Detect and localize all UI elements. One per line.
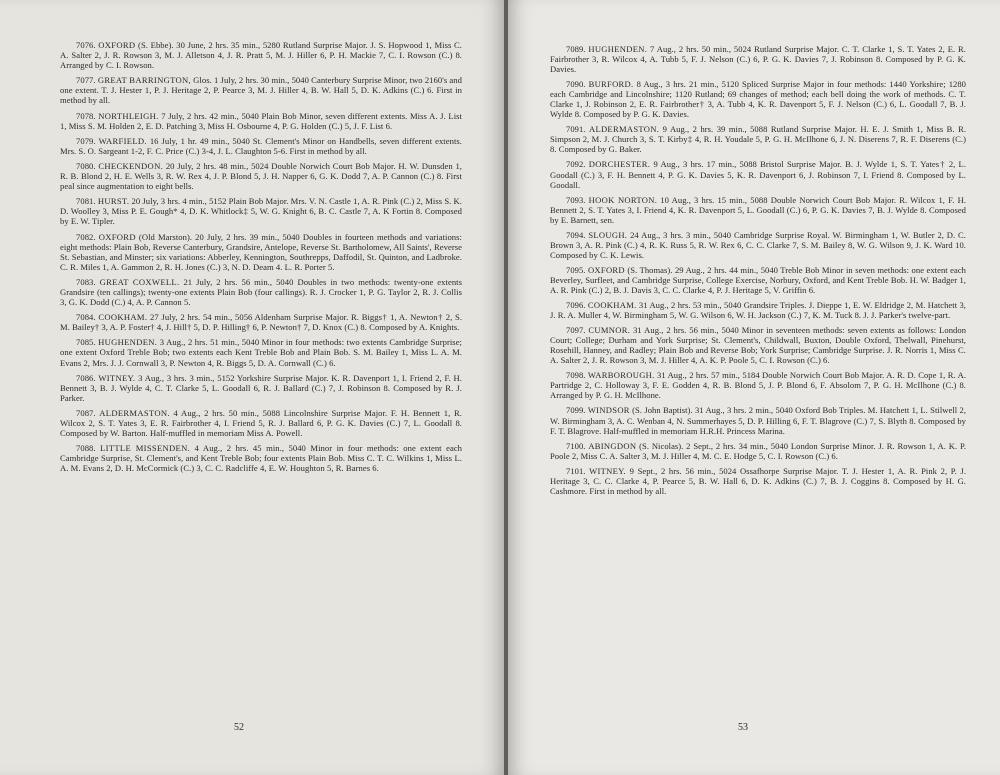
peal-entry-7082: 7082. OXFORD (Old Marston). 20 July, 2 hrs. 39 min., 5040 Doubles in fourteen methods and variations: eight methods: Plain Bob, Reverse Canterbury, Grandsire, Antelope, Reverse St. Bartholomew, All Saints', Reverse St. Sebastian, and Minster; six variations: Abberley, Kennington, Southrepps, Daffodil, St. Quinton, and Ladbroke. C. R. Miles 1, A. Gammon 2, R. H. Jones (C.) 3, N. D. Deam 4. L. R. Porter 5. (60, 231, 462, 272)
peal-entry-7094: 7094. SLOUGH. 24 Aug., 3 hrs. 3 min., 5040 Cambridge Surprise Royal. W. Birmingham 1, W. Butler 2, D. C. Brown 3, A. R. Pink (C.) 4, R. K. Russ 5, R. W. Rex 6, C. C. Clarke 7, S. M. Bailey 8, W. G. Wilson 9, J. K. Ward 10. Composed by C. K. Lewis. (550, 229, 966, 260)
right-page (508, 0, 1000, 775)
peal-entry-7101: 7101. WITNEY. 9 Sept., 2 hrs. 56 min., 5024 Ossafhorpe Surprise Major. T. J. Hester 1, A. R. Pink 2, P. J. Heritage 3, C. C. Clarke 4, P. Pearce 5, B. W. Hall 6, D. K. Adkins (C.) 7, B. J. Coggins 8. Composed by H. G. Cashmore. First in method by all. (550, 465, 967, 496)
peal-entry-7092: 7092. DORCHESTER. 9 Aug., 3 hrs. 17 min., 5088 Bristol Surprise Major. B. J. Wylde 1, S. T. Yates† 2, L. Goodall (C.) 3, F. H. Bennett 4, P. G. K. Davies 5, K. R. Davenport 6, J. Robinson 7, I. Friend 8. Composed by L. Goodall. (550, 159, 967, 190)
peal-entry-7085: 7085. HUGHENDEN. 3 Aug., 2 hrs. 51 min., 5040 Minor in four methods: two extents Cambridge Surprise; one extent Oxford Treble Bob; two extents each Kent Treble Bob and Plain Bob. S. M. Bailey 1, Miss L. A. M. Evans 2, Mrs. J. J. Cornwall 3, P. Newton 4, R. Biggs 5, D. A. Cornwall (C.) 6. (60, 337, 462, 368)
peal-entry-7096: 7096. COOKHAM. 31 Aug., 2 hrs. 53 min., 5040 Grandsire Triples. J. Dieppe 1, E. W. Eldridge 2, M. Hatchett 3, J. R. A. Muller 4, W. Birmingham 5, W. G. Wilson 6, W. H. Jackson (C.) 7, K. M. Tuck 8. J. J. Parker's twelve-part. (550, 300, 966, 321)
peal-entry-7076: 7076. OXFORD (S. Ebbe). 30 June, 2 hrs. 35 min., 5280 Rutland Surprise Major. J. S. Hopwood 1, Miss C. A. Salter 2, J. R. Rowson 3, M. J. Alletson 4, J. R. Pratt 5, M. J. Hiller 6, P. H. Mackie 7, C. I. Rowson (C.) 8. Arranged by C. I. Rowson. (60, 40, 462, 71)
peal-entry-7083: 7083. GREAT COXWELL. 21 July, 2 hrs. 56 min., 5040 Doubles in two methods: twenty-one extents Grandsire (ten callings); twenty-one extents Plain Bob (four callings). R. J. Crocker 1, P. G. Taylor 2, R. J. Collis 3, G. K. Dodd (C.) 4, A. P. Cannon 5. (60, 276, 463, 308)
peal-entry-7090: 7090. BURFORD. 8 Aug., 3 hrs. 21 min., 5120 Spliced Surprise Major in four methods: 1440 Yorkshire; 1280 each Cambridge and Lincolnshire; 1120 Rutland; 69 changes of method; each bell doing the work of methods. C. T. Clarke 1, J. Robinson 2, E. R. Fairbrother† 3, A. Tubb 4, K. R. Davenport 5, F. J. Nelson (C.) 6, L. Goodall 7, B. J. Wylde 8. Composed by P. G. K. Davies. (550, 79, 967, 120)
peal-entry-7077: 7077. GREAT BARRINGTON, Glos. 1 July, 2 hrs. 30 min., 5040 Canterbury Surprise Minor, two 2160's and one extent. T. J. Hester 1, P. J. Heritage 2, P. Pearce 3, M. J. Hiller 4, B. W. Hall 5, D. K. Adkins (C.) 6. First in method by all. (60, 75, 462, 106)
peal-entry-7095: 7095. OXFORD (S. Thomas). 29 Aug., 2 hrs. 44 min., 5040 Treble Bob Minor in seven methods: one extent each Beverley, Surfleet, and Cambridge Surprise, College Exercise, Norbury, Oxford, and Kent Treble Bob. H. W. Badger 1, A. R. Pink (C.) 2, B. J. Davis 3, C. C. Clarke 4, P. J. Heritage 5, V. Griffin 6. (550, 264, 967, 295)
peal-entry-7079: 7079. WARFIELD. 16 July, 1 hr. 49 min., 5040 St. Clement's Minor on Handbells, seven different extents. Mrs. S. O. Sargeant 1-2, F. C. Price (C.) 3-4, J. L. Claughton 5-6. First in method by all. (60, 135, 462, 156)
peal-entry-7097: 7097. CUMNOR. 31 Aug., 2 hrs. 56 min., 5040 Minor in seventeen methods: seven extents as follows: London Court; College; Durham and York Surprise; St. Clement's, Childwall, Buxton, Double Oxford, Thelwall, Pinehurst, Rosehill, Hanney, and Radley; Plain Bob and Reverse Bob; York Surprise; Cambridge Surprise. J. R. Norris 1, Miss C. A. Salter 2, J. R. Rowson 3, M. J. Hiller 4, A. K. P. Poole 5, C. I. Rowson (C.) 6. (550, 325, 967, 366)
page-number-left: 52 (234, 722, 244, 733)
peal-entry-7080: 7080. CHECKENDON. 20 July, 2 hrs. 48 min., 5024 Double Norwich Court Bob Major. H. W. Dunsden 1, R. B. Blond 2, H. E. Wells 3, R. W. Rex 4, J. P. Blond 5, J. H. Napper 6, G. K. Dodd 7, A. P. Cannon (C.) 8. First peal since augmentation to eight bells. (60, 160, 463, 192)
peal-entry-7087: 7087. ALDERMASTON. 4 Aug., 2 hrs. 50 min., 5088 Lincolnshire Surprise Major. F. H. Bennett 1, R. Wilcox 2, S. T. Yates 3, E. R. Fairbrother 4, I. Friend 5, R. J. Ballard 6, P. G. K. Davies (C.) 7, L. Goodall 8. Composed by W. Barton. Half-muffled in memoriam Miss A. Powell. (60, 407, 462, 439)
peal-entry-7089: 7089. HUGHENDEN. 7 Aug., 2 hrs. 50 min., 5024 Rutland Surprise Major. C. T. Clarke 1, S. T. Yates 2, E. R. Fairbrother 3, R. Wilcox 4, A. Tubb 5, F. J. Nelson (C.) 6, P. G. K. Davies 7, J. Robinson 8. Composed by P. G. K. Davies. (550, 44, 966, 75)
peal-entry-7100: 7100. ABINGDON (S. Nicolas). 2 Sept., 2 hrs. 34 min., 5040 London Surprise Minor. J. R. Rowson 1, A. K. P. Poole 2, Miss C. A. Salter 3, M. J. Hiller 4, M. C. E. Hodge 5, C. I. Rowson (C.) 6. (550, 440, 967, 461)
right-page-entries (550, 44, 966, 496)
peal-entry-7084: 7084. COOKHAM. 27 July, 2 hrs. 54 min., 5056 Aldenham Surprise Major. R. Biggs† 1, A. Newton† 2, S. M. Bailey† 3, A. P. Foster† 4, J. Hill† 5, D. P. Hilling† 6, P. Newton† 7, D. Knox (C.) 8. Composed by A. Knights. (60, 312, 463, 333)
peal-entry-7098: 7098. WARBOROUGH. 31 Aug., 2 hrs. 57 min., 5184 Double Norwich Court Bob Major. A. R. D. Cope 1, R. A. Partridge 2, C. Holloway 3, F. E. Godden 4, R. B. Blond 5, J. P. Blond 6, F. Absolom 7, P. G. H. McIlhone (C.) 8. Arranged by P. G. H. McIlhone. (550, 370, 967, 401)
peal-entry-7091: 7091. ALDERMASTON. 9 Aug., 2 hrs. 39 min., 5088 Rutland Surprise Major. H. E. J. Smith 1, Miss B. R. Simpson 2, M. J. Church 3, S. T. Kirby‡ 4, R. H. Youdale 5, P. G. H. McIlhone 6, J. N. Diserens 7, R. F. Diserens (C.) 8. Composed by G. Baker. (550, 124, 967, 155)
left-page-entries (60, 40, 462, 473)
peal-entry-7081: 7081. HURST. 20 July, 3 hrs. 4 min., 5152 Plain Bob Major. Mrs. V. N. Castle 1, A. R. Pink (C.) 2, Miss S. K. D. Woolley 3, Miss P. E. Gough* 4, D. K. Whitlock‡ 5, W. G. Knight 6, B. C. Castle 7, A. K Fortin 8. Composed by E. W. Tipler. (60, 196, 463, 227)
peal-entry-7088: 7088. LITTLE MISSENDEN. 4 Aug., 2 hrs. 45 min., 5040 Minor in four methods: one extent each Cambridge Surprise, St. Clement's, and Kent Treble Bob; four extents Plain Bob. Miss C. T. C. Wilkins 1, Miss L. A. M. Evans 2, D. H. McCormick (C.) 3, C. C. Radcliffe 4, E. W. Houghton 5, R. Barnes 6. (60, 443, 463, 474)
peal-entry-7099: 7099. WINDSOR (S. John Baptist). 31 Aug., 3 hrs. 2 min., 5040 Oxford Bob Triples. M. Hatchett 1, L. Stilwell 2, W. Birmingham 3, A. C. Wenban 4, N. Summerhayes 5, D. P. Hilling 6, F. T. Blagrove (C.) 7, S. Blyth 8. Composed by F. T. Blagrove. Half-muffled in memoriam H.R.H. Princess Marina. (550, 405, 967, 436)
peal-entry-7093: 7093. HOOK NORTON. 10 Aug., 3 hrs. 15 min., 5088 Double Norwich Court Bob Major. R. Wilcox 1, F. H. Bennett 2, S. T. Yates 3, I. Friend 4, K. R. Davenport 5, L. Goodall (C.) 6, P. G. K. Davies 7, B. J. Wylde 8. Composed by E. Barnett, sen. (550, 194, 967, 225)
page-number-right: 53 (738, 722, 748, 733)
peal-entry-7078: 7078. NORTHLEIGH. 7 July, 2 hrs. 42 min., 5040 Plain Bob Minor, seven different extents. Miss A. J. List 1, Miss S. M. Holden 2, E. D. Patching 3, Miss H. Osbourne 4, P. G. Holden (C.) 5, J. F. List 6. (60, 110, 462, 131)
peal-entry-7086: 7086. WITNEY. 3 Aug., 3 hrs. 3 min., 5152 Yorkshire Surprise Major. K. R. Davenport 1, I. Friend 2, F. H. Bennett 3, B. J. Wylde 4, C. T. Clarke 5, L. Goodall 6, R. J. Ballard (C.) 7, J. Robinson 8. Composed by R. J. Parker. (60, 372, 463, 403)
